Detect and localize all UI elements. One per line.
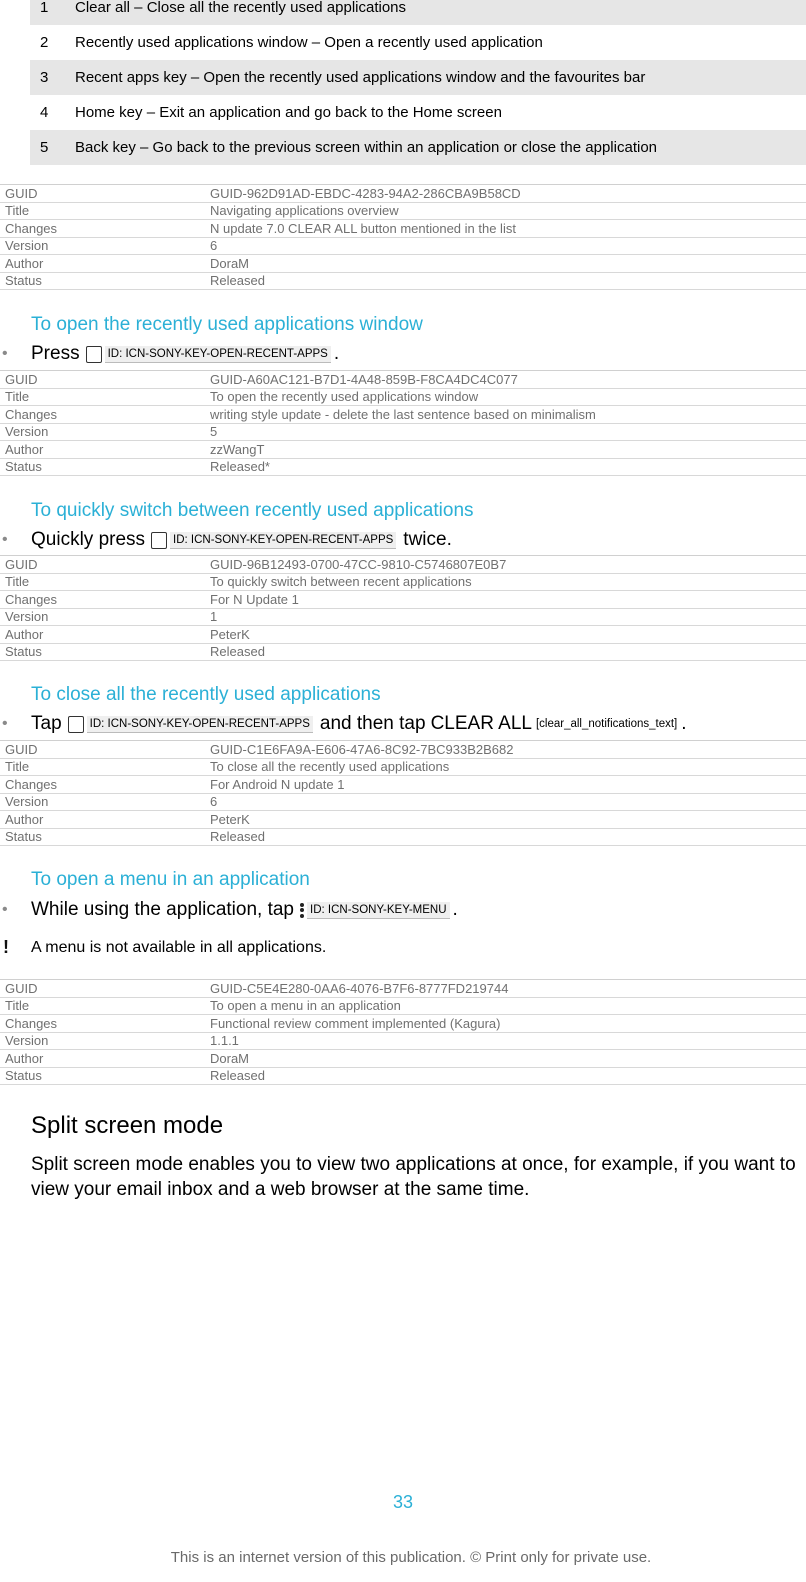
- table-row: Version 5: [0, 424, 806, 442]
- table-row: Title To close all the recently used applications: [0, 759, 806, 777]
- table-row: Changes writing style update - delete the last sentence based on minimalism: [0, 406, 806, 424]
- metadata-table: [0, 370, 806, 476]
- instruction: • Tap ID: ICN-SONY-KEY-OPEN-RECENT-APPS and then tap CLEAR ALL [clear_all_notifications_text] .: [2, 713, 687, 734]
- table-row: Status Released: [0, 829, 806, 847]
- table-row: Version 1: [0, 609, 806, 627]
- note: ! A menu is not available in all applications.: [0, 937, 326, 958]
- table-row: Author DoraM: [0, 255, 806, 273]
- bullet-icon: •: [2, 345, 8, 362]
- instruction: • While using the application, tap ID: ICN-SONY-KEY-MENU .: [2, 899, 458, 920]
- section-heading: To quickly switch between recently used applications: [31, 500, 474, 521]
- callout-table: [30, 0, 806, 165]
- section-heading: To open a menu in an application: [31, 869, 310, 890]
- table-row: Author zzWangT: [0, 441, 806, 459]
- icon-id-tag: ID: ICN-SONY-KEY-MENU: [307, 902, 450, 919]
- table-row: GUID GUID-A60AC121-B7D1-4A48-859B-F8CA4DC4C077: [0, 371, 806, 389]
- table-row: Changes Functional review comment implemented (Kagura): [0, 1015, 806, 1033]
- table-row: Title To quickly switch between recent applications: [0, 574, 806, 592]
- table-row: Author PeterK: [0, 626, 806, 644]
- table-row: GUID GUID-C1E6FA9A-E606-47A6-8C92-7BC933B2B682: [0, 741, 806, 759]
- instruction: • Press ID: ICN-SONY-KEY-OPEN-RECENT-APPS .: [2, 343, 340, 364]
- menu-key-icon: [300, 903, 304, 918]
- table-row: Title To open a menu in an application: [0, 998, 806, 1016]
- table-row: Version 1.1.1: [0, 1033, 806, 1051]
- table-row: Status Released: [0, 644, 806, 662]
- table-row: Changes N update 7.0 CLEAR ALL button mentioned in the list: [0, 220, 806, 238]
- exclamation-icon: !: [3, 937, 9, 957]
- bullet-icon: •: [2, 531, 8, 548]
- table-row: Title To open the recently used applications window: [0, 389, 806, 407]
- section-heading: To open the recently used applications window: [31, 314, 423, 335]
- metadata-table: [0, 555, 806, 661]
- table-row: 4 Home key – Exit an application and go back to the Home screen: [40, 104, 502, 121]
- section-title: Split screen mode: [31, 1112, 224, 1139]
- page-number: 33: [392, 1492, 414, 1512]
- instruction: • Quickly press ID: ICN-SONY-KEY-OPEN-RECENT-APPS twice.: [2, 529, 452, 550]
- table-row: Changes For Android N update 1: [0, 776, 806, 794]
- table-row: Version 6: [0, 238, 806, 256]
- table-row: GUID GUID-96B12493-0700-47CC-9810-C5746807E0B7: [0, 556, 806, 574]
- bullet-icon: •: [2, 901, 8, 918]
- table-row: Status Released*: [0, 459, 806, 477]
- table-row: Version 6: [0, 794, 806, 812]
- table-row: 1 Clear all – Close all the recently used applications: [30, 0, 806, 25]
- recent-apps-key-icon: [68, 716, 84, 733]
- table-row: 5 Back key – Go back to the previous screen within an application or close the application: [30, 130, 806, 165]
- metadata-table: [0, 979, 806, 1085]
- metadata-table: [0, 740, 806, 846]
- string-id: [clear_all_notifications_text]: [535, 718, 678, 730]
- icon-id-tag: ID: ICN-SONY-KEY-OPEN-RECENT-APPS: [170, 532, 396, 549]
- icon-id-tag: ID: ICN-SONY-KEY-OPEN-RECENT-APPS: [105, 346, 331, 363]
- metadata-table: [0, 184, 806, 290]
- footer-text: This is an internet version of this publication. © Print only for private use.: [170, 1549, 652, 1566]
- recent-apps-key-icon: [151, 532, 167, 549]
- paragraph: Split screen mode enables you to view two applications at once, for example, if you want to view your email inbox and a web browser at the same time.: [31, 1154, 796, 1200]
- table-row: 2 Recently used applications window – Open a recently used application: [40, 34, 543, 51]
- table-row: Title Navigating applications overview: [0, 203, 806, 221]
- table-row: 3 Recent apps key – Open the recently used applications window and the favourites bar: [30, 60, 806, 95]
- recent-apps-key-icon: [86, 346, 102, 363]
- table-row: Status Released: [0, 273, 806, 291]
- table-row: GUID GUID-962D91AD-EBDC-4283-94A2-286CBA9B58CD: [0, 185, 806, 203]
- table-row: Changes For N Update 1: [0, 591, 806, 609]
- table-row: GUID GUID-C5E4E280-0AA6-4076-B7F6-8777FD219744: [0, 980, 806, 998]
- clear-all-label: CLEAR ALL: [430, 713, 532, 734]
- icon-id-tag: ID: ICN-SONY-KEY-OPEN-RECENT-APPS: [87, 716, 313, 733]
- table-row: Status Released: [0, 1068, 806, 1086]
- table-row: Author PeterK: [0, 811, 806, 829]
- bullet-icon: •: [2, 715, 8, 732]
- table-row: Author DoraM: [0, 1050, 806, 1068]
- section-heading: To close all the recently used applications: [31, 684, 381, 705]
